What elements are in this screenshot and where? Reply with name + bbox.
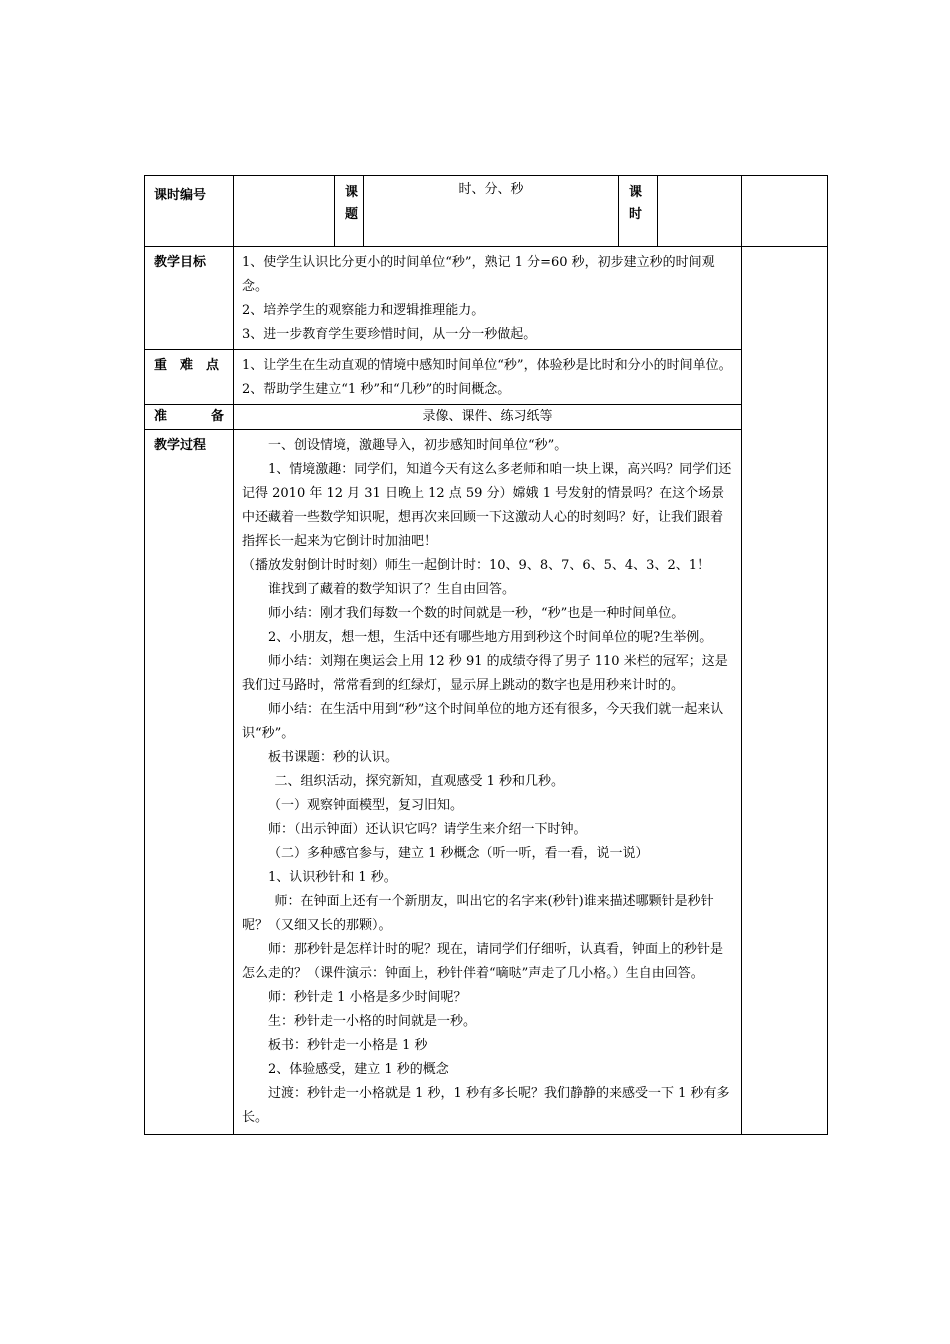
key-point-item: 1、让学生在生动直观的情境中感知时间单位“秒”，体验秒是比时和分小的时间单位。 bbox=[242, 358, 732, 373]
preparation-row bbox=[145, 405, 828, 430]
topic-label-char-1: 课 bbox=[345, 185, 359, 200]
preparation-label-char-2: 备 bbox=[210, 409, 224, 424]
process-paragraph: 2、小朋友，想一想，生活中还有哪些地方用到秒这个时间单位的呢?生举例。 bbox=[268, 630, 713, 645]
topic-label bbox=[335, 176, 364, 247]
process-paragraph: 师：（出示钟面）还认识它吗？请学生来介绍一下时钟。 bbox=[268, 822, 587, 837]
goal-item: 1、使学生认识比分更小的时间单位“秒”，熟记 1 分=60 秒，初步建立秒的时间观念。 bbox=[242, 255, 715, 294]
process-paragraph: 师：在钟面上还有一个新朋友，叫出它的名字来(秒针)谁来描述哪颗针是秒针呢？（又细又长的那颗）。 bbox=[242, 894, 714, 933]
hours-label bbox=[619, 176, 658, 247]
key-points-content bbox=[234, 350, 742, 405]
hours-value bbox=[658, 176, 742, 247]
topic-label-char-2: 题 bbox=[345, 207, 359, 222]
preparation-label bbox=[145, 405, 234, 430]
process-paragraph: 1、情境激趣：同学们，知道今天有这么多老师和咱一块上课，高兴吗？同学们还记得 2010 年 12 月 31 日晚上 12 点 59 分）嫦娥 1 号发射的情景吗？在这个场景中还藏着一些数学知识呢，想再次来回顾一下这激动人心的时刻吗？好，让我们跟着指挥长一起来为它倒计时加油吧！ bbox=[242, 462, 732, 549]
process-paragraph: 师小结：刚才我们每数一个数的时间就是一秒，“秒”也是一种时间单位。 bbox=[268, 606, 685, 621]
process-paragraph: 1、认识秒针和 1 秒。 bbox=[268, 870, 397, 885]
right-margin-cell bbox=[742, 247, 828, 1135]
lesson-no-value bbox=[234, 176, 335, 247]
goals-label: 教学目标 bbox=[145, 247, 234, 350]
process-paragraph: 过渡：秒针走一小格就是 1 秒，1 秒有多长呢？我们静静的来感受一下 1 秒有多长。 bbox=[242, 1086, 730, 1125]
topic-value: 时、分、秒 bbox=[364, 176, 619, 247]
process-paragraph: （二）多种感官参与，建立 1 秒概念（听一听，看一看，说一说） bbox=[268, 846, 649, 861]
header-extra-cell bbox=[742, 176, 828, 247]
process-paragraph: 一、创设情境，激趣导入，初步感知时间单位“秒”。 bbox=[268, 438, 568, 453]
process-paragraph: 师：那秒针是怎样计时的呢？现在，请同学们仔细听，认真看，钟面上的秒针是怎么走的？（课件演示：钟面上，秒针伴着“嘀哒”声走了几小格。）生自由回答。 bbox=[242, 942, 724, 981]
process-paragraph: 生：秒针走一小格的时间就是一秒。 bbox=[268, 1014, 477, 1029]
key-point-item: 2、帮助学生建立“1 秒”和“几秒”的时间概念。 bbox=[242, 382, 511, 397]
preparation-value: 录像、课件、练习纸等 bbox=[234, 405, 742, 430]
process-paragraph: 2、体验感受，建立 1 秒的概念 bbox=[268, 1062, 449, 1077]
process-paragraph: （一）观察钟面模型，复习旧知。 bbox=[268, 798, 464, 813]
goal-item: 3、进一步教育学生要珍惜时间，从一分一秒做起。 bbox=[242, 327, 537, 342]
process-content bbox=[234, 430, 742, 1135]
hours-label-char-2: 时 bbox=[629, 207, 643, 222]
header-row bbox=[145, 176, 828, 247]
process-row bbox=[145, 430, 828, 1135]
process-paragraph: 师小结：在生活中用到“秒”这个时间单位的地方还有很多，今天我们就一起来认识“秒”。 bbox=[242, 702, 724, 741]
process-paragraph: 师小结：刘翔在奥运会上用 12 秒 91 的成绩夺得了男子 110 米栏的冠军；这是我们过马路时，常常看到的红绿灯，显示屏上跳动的数字也是用秒来计时的。 bbox=[242, 654, 728, 693]
process-paragraph: 二、组织活动，探究新知，直观感受 1 秒和几秒。 bbox=[274, 774, 565, 789]
process-paragraph: 师：秒针走 1 小格是多少时间呢？ bbox=[268, 990, 467, 1005]
lesson-plan-table bbox=[144, 175, 828, 1135]
goal-item: 2、培养学生的观察能力和逻辑推理能力。 bbox=[242, 303, 485, 318]
hours-label-char-1: 课 bbox=[629, 185, 643, 200]
process-paragraph: 谁找到了藏着的数学知识了？生自由回答。 bbox=[268, 582, 516, 597]
process-paragraph: （播放发射倒计时时刻）师生一起倒计时：10、9、8、7、6、5、4、3、2、1！ bbox=[242, 558, 710, 573]
process-label: 教学过程 bbox=[145, 430, 234, 1135]
process-paragraph: 板书：秒针走一小格是 1 秒 bbox=[268, 1038, 428, 1053]
goals-content bbox=[234, 247, 742, 350]
key-points-row bbox=[145, 350, 828, 405]
goals-row bbox=[145, 247, 828, 350]
process-paragraph: 板书课题：秒的认识。 bbox=[268, 750, 399, 765]
key-points-label: 重 难 点 bbox=[145, 350, 234, 405]
preparation-label-char-1: 准 bbox=[154, 409, 168, 424]
lesson-no-label: 课时编号 bbox=[145, 176, 234, 247]
